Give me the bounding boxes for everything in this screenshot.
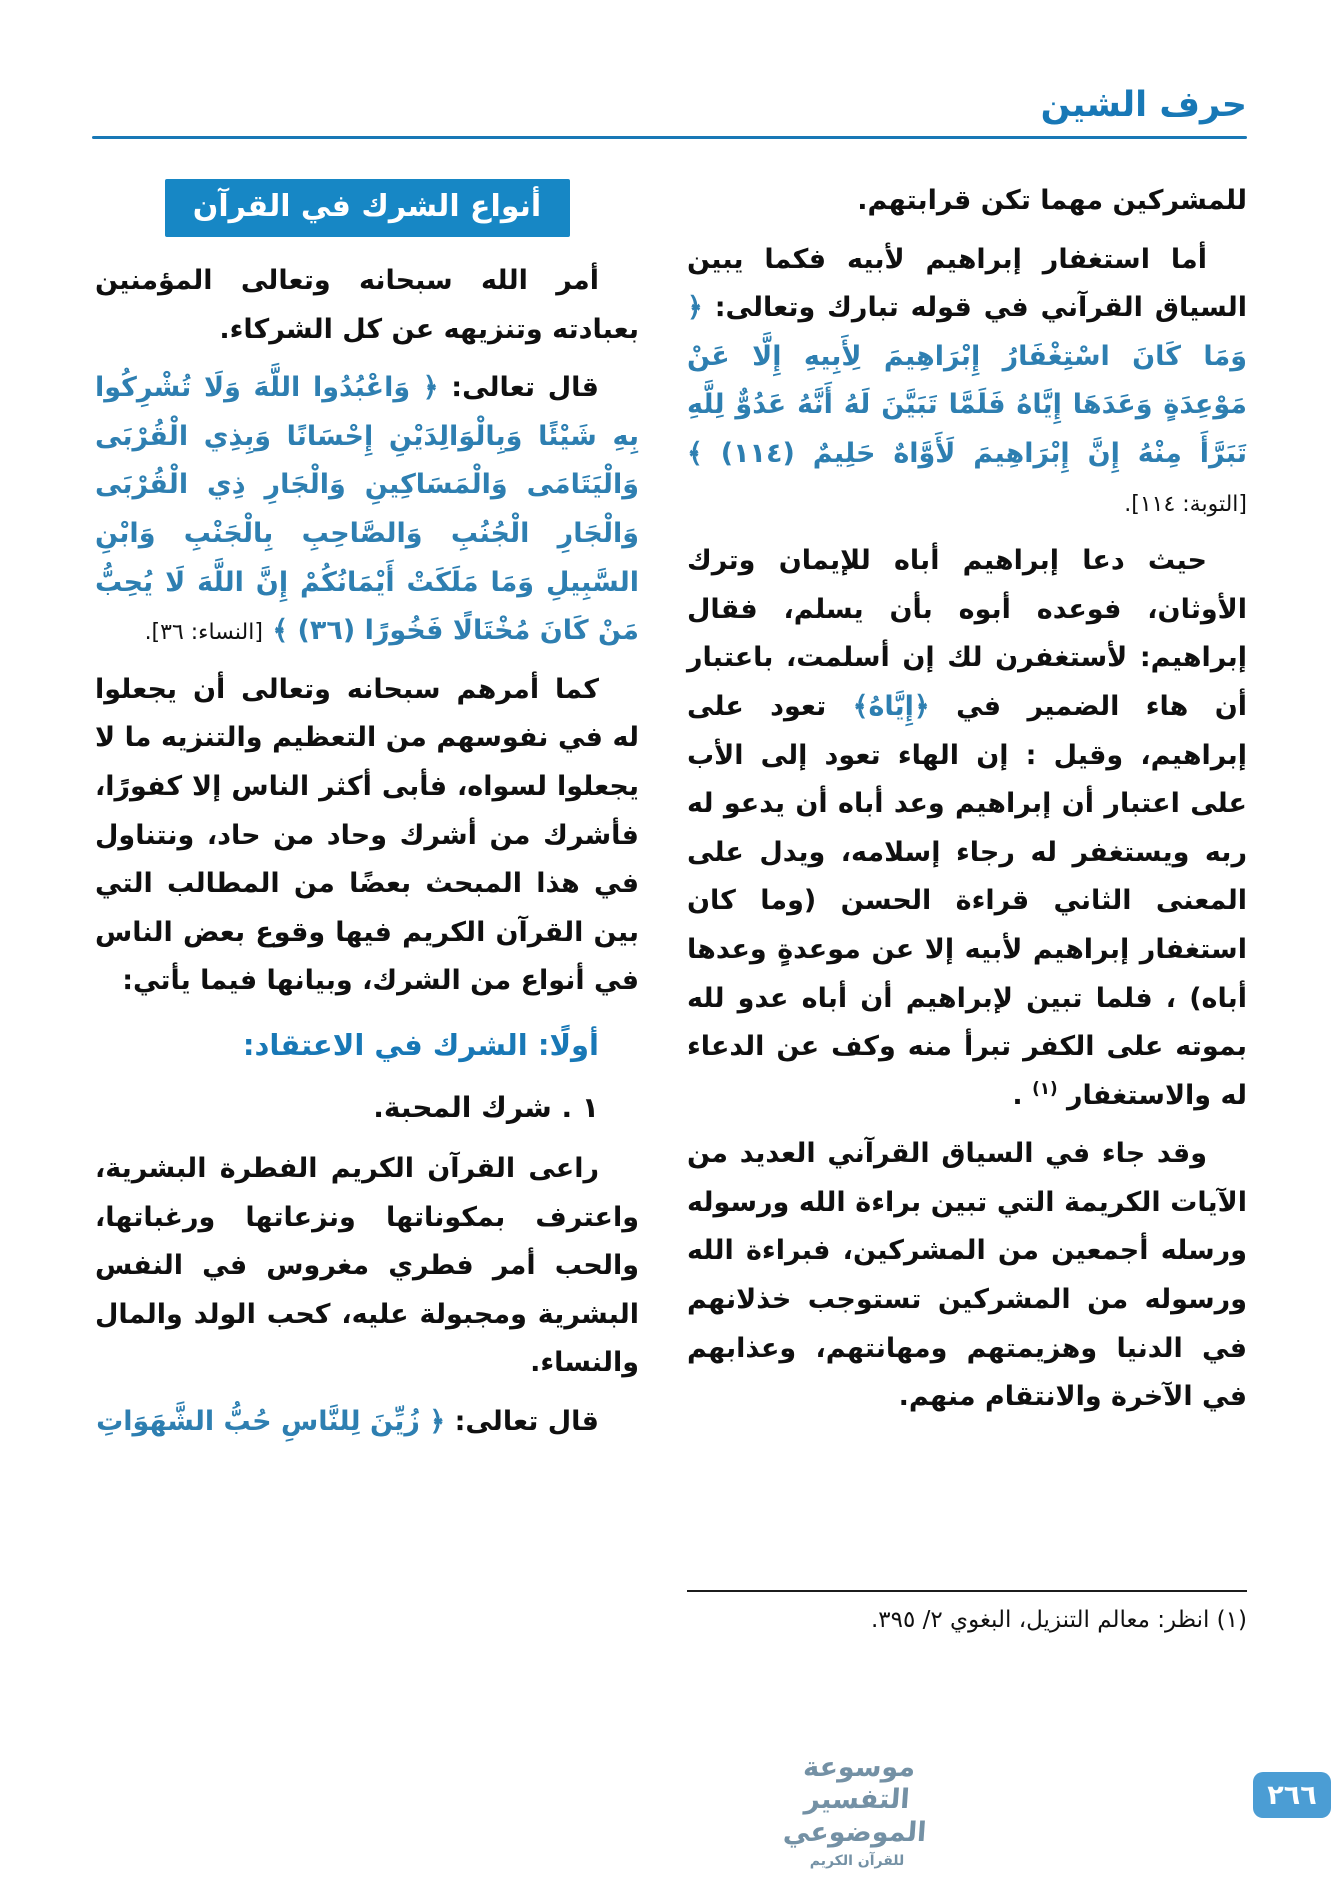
paragraph-verse-nisa [95,364,639,656]
two-column-body [0,139,1339,1639]
list-item-shirk-mahabba: ١ . شرك المحبة. [373,1091,599,1125]
right-column [687,177,1247,1639]
page-number: ٢٦٦ [1253,1772,1331,1818]
footnote-block [687,1590,1247,1639]
subheading-shirk-itiqad: أولًا: الشرك في الاعتقاد: [242,1027,599,1062]
quran-verse-nisa-36: ﴿ وَاعْبُدُوا اللَّهَ وَلَا تُشْرِكُوا بِهِ شَيْئًا وَبِالْوَالِدَيْنِ إِحْسَانًا وَبِذِي الْقُرْبَى وَالْيَتَامَى وَالْمَسَاكِينِ وَالْجَارِ ذِي الْقُرْبَى وَالْجَارِ الْجُنُبِ وَالصَّاحِبِ بِالْجَنْبِ وَابْنِ السَّبِيلِ وَمَا مَلَكَتْ أَيْمَانُكُمْ إِنَّ اللَّهَ لَا يُحِبُّ مَنْ كَانَ مُخْتَالًا فَخُورًا (٣٦) ﴾ [95,372,639,647]
text-segment: حيث دعا إبراهيم أباه للإيمان وترك الأوثان، فوعده أبوه بأن يسلم، فقال إبراهيم: لأستغفرن لك إن أسلمت، باعتبار أن هاء الضمير في [687,545,1247,722]
logo-title: موسوعة التفسير الموضوعي [782,1752,928,1848]
text-segment: ، فلما تبين لإبراهيم أن أباه عدو لله بموته على الكفر تبرأ منه وكف عن الدعاء له والاستغفار [687,982,1247,1111]
page-header [0,0,1339,139]
paragraph-fitra: راعى القرآن الكريم الفطرة البشرية، واعترف بمكوناتها ونزعاتها ورغباتها، والحب أمر فطري مغروس في النفس البشرية ومجبولة عليه، كحب الولد والمال والنساء. [95,1153,639,1379]
text-segment: تعود على إبراهيم، وقيل : إن الهاء تعود إلى الأب على اعتبار أن إبراهيم وعد أباه أن يدعو له ربه ويستغفر له رجاء إسلامه، ويدل على المعنى الثاني قراءة الحسن [687,690,1248,917]
paragraph-continued: للمشركين مهما تكن قرابتهم. [857,185,1247,216]
footnote-text: (١) انظر: معالم التنزيل، البغوي ٢/ ٣٩٥. [870,1607,1247,1634]
paragraph-baraah: وقد جاء في السياق القرآني العديد من الآيات الكريمة التي تبين براءة الله ورسوله ورسله أجمعين من المشركين، فبراءة الله ورسوله من المشركين تستوجب خذلانهم في الدنيا وهزيمتهم ومهانتهم، وعذابهم في الآخرة والانتقام منهم. [687,1138,1247,1413]
quran-verse-tawbah-114: ﴿ وَمَا كَانَ اسْتِغْفَارُ إِبْرَاهِيمَ لِأَبِيهِ إِلَّا عَنْ مَوْعِدَةٍ وَعَدَهَا إِيَّاهُ فَلَمَّا تَبَيَّنَ لَهُ أَنَّهُ عَدُوٌّ لِلَّهِ تَبَرَّأَ مِنْهُ إِنَّ إِبْرَاهِيمَ لَأَوَّاهٌ حَلِيمٌ (١١٤) ﴾ [687,292,1247,469]
paragraph-explanation [687,537,1247,1120]
verse-citation-nisa: [النساء: ٣٦]. [144,620,263,646]
paragraph-verse-tawbah [687,236,1247,528]
text-segment: قال تعالى: [445,1406,599,1438]
verse-citation-tawbah: [التوبة: ١١٤]. [1124,491,1247,517]
paragraph-tanzih: كما أمرهم سبحانه وتعالى أن يجعلوا له في نفوسهم من التعظيم والتنزيه ما لا يجعلوا لسواه، فأبى أكثر الناس إلا كفورًا، فأشرك من أشرك وحاد من حاد، ونتناول في هذا المبحث بعضًا من المطالب التي بين القرآن الكريم فيها وقوع بعض الناس في أنواع من الشرك، وبيانها فيما يأتي: [95,673,639,997]
text-segment: أما استغفار إبراهيم لأبيه فكما يبين السياق القرآني في قوله تبارك وتعالى: [687,243,1247,324]
quran-verse-shahawat: ﴿ زُيِّنَ لِلنَّاسِ حُبُّ الشَّهَوَاتِ [96,1406,446,1438]
quran-inline-iyyahu: ﴿إِيَّاهُ﴾ [852,690,930,722]
paragraph-intro: أمر الله سبحانه وتعالى المؤمنين بعبادته وتنزيهه عن كل الشركاء. [95,265,639,345]
chapter-title: حرف الشين [1040,85,1247,125]
text-segment: قال تعالى: [438,372,599,404]
left-column [95,177,639,1639]
paragraph-verse-shahawat [95,1398,639,1447]
logo-subtitle: للقرآن الكريم [809,1853,905,1870]
footnote-marker: (١) [1032,1077,1058,1098]
section-title-box: أنواع الشرك في القرآن [165,179,570,237]
text-segment: . [1012,1079,1023,1111]
publisher-logo [747,1752,967,1869]
bold-quote: (وما كان استغفار إبراهيم لأبيه إلا عن موعدةٍ وعدها أباه) [687,885,1248,1014]
